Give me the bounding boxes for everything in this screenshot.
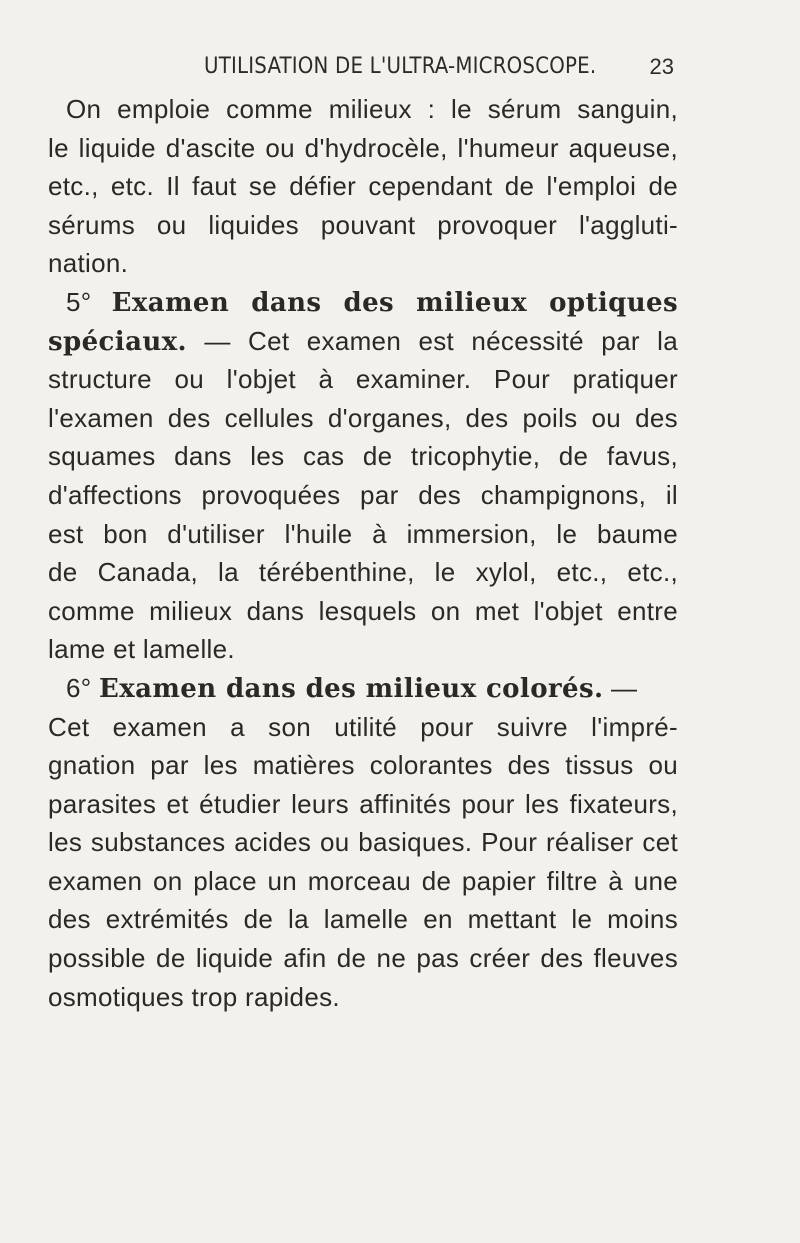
section-6-line: Cet examen a son utilité pour suivre l'impré-	[48, 711, 678, 742]
paragraph-line: sérums ou liquides pouvant provoquer l'aggluti-	[48, 209, 678, 240]
page-number: 23	[649, 54, 674, 79]
section-5-heading: Examen dans des milieux optiques	[111, 287, 678, 318]
section-6-number: 6°	[66, 672, 92, 703]
section-6-heading: Examen dans des milieux colorés.	[99, 673, 604, 704]
section-5-line: structure ou l'objet à examiner. Pour pratiquer	[48, 364, 678, 395]
em-dash: —	[204, 325, 231, 356]
section-6-line: gnation par les matières colorantes des tissus ou	[48, 750, 678, 781]
running-title: UTILISATION DE L'ULTRA-MICROSCOPE.	[204, 54, 597, 79]
section-5-line: est bon d'utiliser l'huile à immersion, le baume	[48, 518, 678, 549]
section-5-heading-line	[48, 283, 678, 322]
section-5-line: lame et lamelle.	[48, 634, 235, 665]
section-5-line: l'examen des cellules d'organes, des poils ou des	[48, 402, 678, 433]
running-head	[204, 54, 674, 86]
section-6-line: les substances acides ou basiques. Pour réaliser cet	[48, 827, 678, 858]
paragraph-line: etc., etc. Il faut se défier cependant de l'emploi de	[48, 171, 678, 202]
section-5-line: squames dans les cas de tricophytie, de favus,	[48, 441, 678, 472]
section-6-line: des extrémités de la lamelle en mettant le moins	[48, 904, 678, 935]
section-5-line: d'affections provoquées par des champignons, il	[48, 479, 678, 510]
paragraph-line: On emploie comme milieux : le sérum sanguin,	[66, 94, 678, 124]
section-6-line: possible de liquide afin de ne pas créer des fleuves	[48, 943, 678, 974]
section-5-heading-cont: spéciaux.	[48, 326, 187, 357]
section-6-heading-line	[48, 669, 678, 708]
section-5-text-start: Cet examen est nécessité par la	[248, 325, 678, 356]
section-5-line: comme milieux dans lesquels on met l'objet entre	[48, 595, 678, 626]
paragraph-line: le liquide d'ascite ou d'hydrocèle, l'humeur aqueuse,	[48, 132, 678, 163]
section-6-line: parasites et étudier leurs affinités pour les fixateurs,	[48, 788, 678, 819]
em-dash: —	[611, 672, 638, 703]
section-6-line: osmotiques trop rapides.	[48, 981, 340, 1012]
body-text	[48, 90, 678, 1016]
paragraph-line: nation.	[48, 248, 129, 279]
section-6-line: examen on place un morceau de papier filtre à une	[48, 865, 678, 896]
section-5-heading-line-2	[48, 322, 678, 361]
section-5-number: 5°	[66, 286, 92, 317]
section-5-line: de Canada, la térébenthine, le xylol, etc., etc.,	[48, 557, 678, 588]
